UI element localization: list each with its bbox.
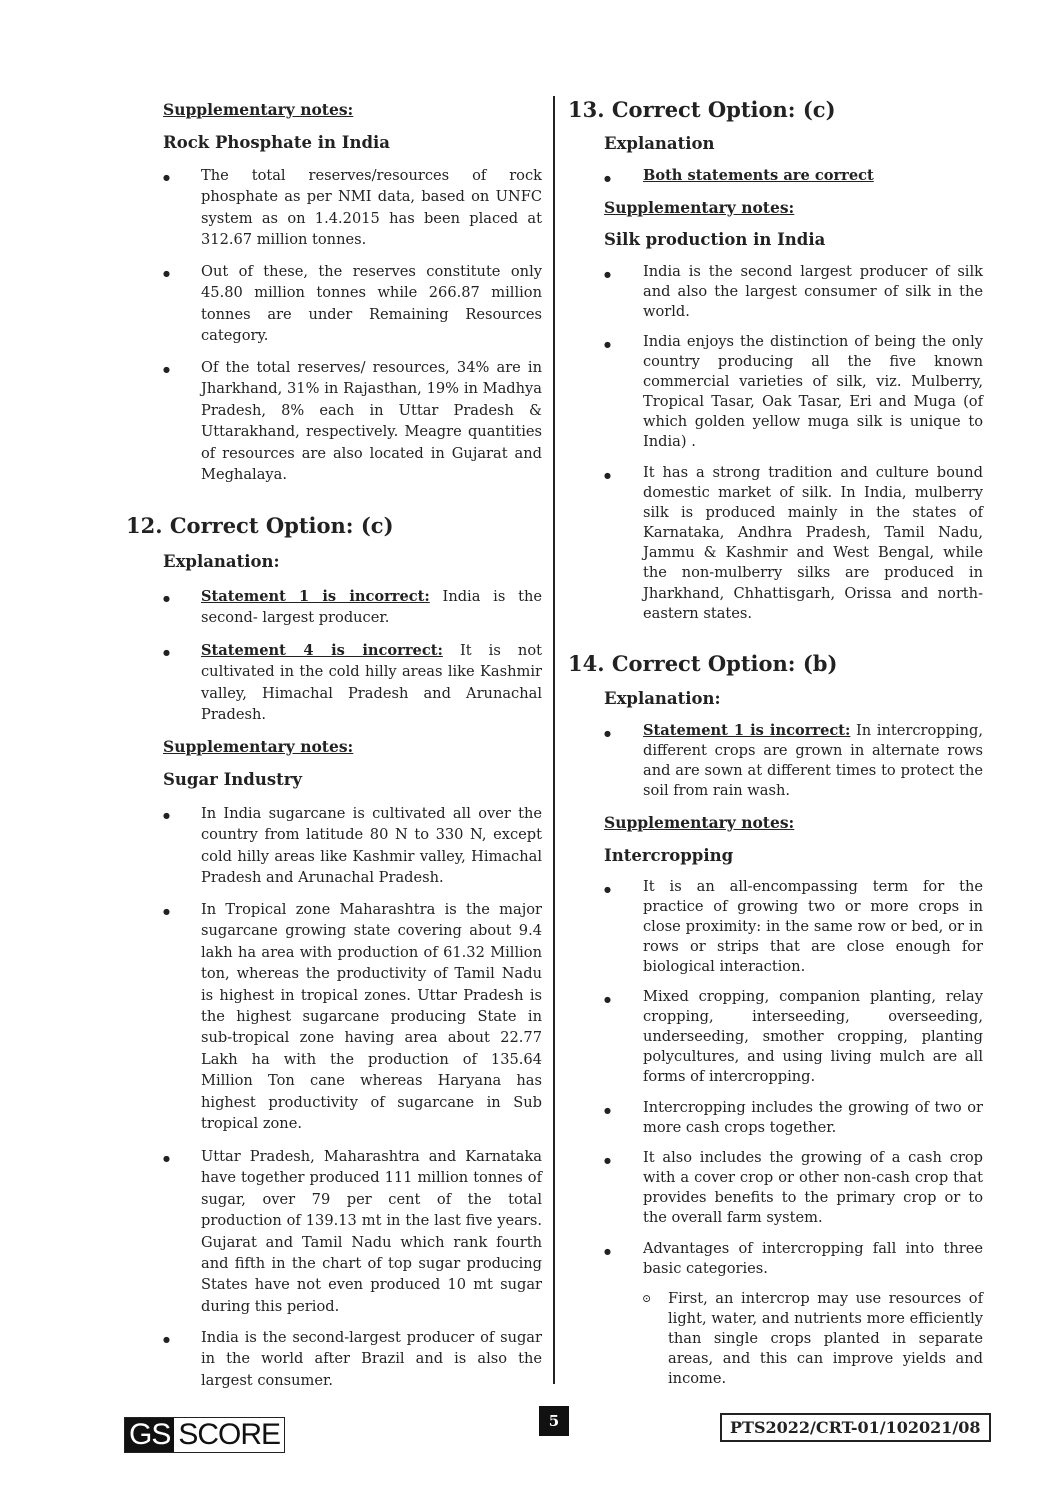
logo-score: SCORE <box>178 1418 281 1451</box>
bullet-body: It is not cultivated in the cold hilly areas like Kashmir valley, Himachal Pradesh and Arunachal Pradesh. <box>201 642 542 724</box>
bullet-icon: ● <box>163 907 170 916</box>
bullet-text <box>643 1239 983 1279</box>
question-heading: 13. Correct Option: (c) <box>568 97 836 122</box>
question-heading: 12. Correct Option: (c) <box>126 513 394 538</box>
bullet-body: In India sugarcane is cultivated all over the country from latitude 80 N to 330 N, except cold hilly areas like Kashmir valley, Himachal Pradesh and Arunachal Pradesh. <box>201 805 542 887</box>
bullet-lead: Statement 1 is incorrect: <box>643 722 851 739</box>
bullet-icon: ● <box>604 1156 611 1165</box>
bullet-body: Of the total reserves/ resources, 34% are in Jharkhand, 31% in Rajasthan, 19% in Madhya Pradesh, 8% each in Uttar Pradesh & Uttarakhand, respectively. Meagre quantities of resources are also located in Gujarat and Meghalaya. <box>201 359 542 484</box>
bullet-text <box>201 586 542 629</box>
bullet-text <box>643 987 983 1087</box>
bullet-body: Uttar Pradesh, Maharashtra and Karnataka have together produced 111 million tonnes of sugar, over 79 per cent of the total production of 139.13 mt in the last five years. Gujarat and Tamil Nadu which rank fourth and fifth in the chart of top sugar producing States have not even produced 10 mt sugar during this period. <box>201 1148 542 1315</box>
bullet-body: India is the second- largest producer. <box>201 588 542 627</box>
bullet-icon: ● <box>163 594 170 603</box>
bullet-icon: ● <box>604 1247 611 1256</box>
bullet-body: Advantages of intercropping fall into three basic categories. <box>643 1240 983 1278</box>
bullet-text <box>643 721 983 801</box>
bullet-text <box>643 332 983 453</box>
bullet-icon: ● <box>163 365 170 374</box>
bullet-icon: ● <box>604 995 611 1004</box>
section-heading: Explanation: <box>604 689 721 708</box>
bullet-body: It is an all-encompassing term for the practice of growing two or more crops in close proximity: in the same row or bed, or in rows or strips that are close enough for biological interaction. <box>643 878 983 976</box>
section-heading: Rock Phosphate in India <box>163 133 390 152</box>
bullet-body: India is the second-largest producer of sugar in the world after Brazil and is also the largest consumer. <box>201 1329 542 1389</box>
bullet-icon: ● <box>163 811 170 820</box>
logo-gs: GS <box>125 1418 174 1452</box>
bullet-body: In intercropping, different crops are grown in alternate rows and are sown at different times to protect the soil from rain wash. <box>643 722 983 800</box>
subheading: Supplementary notes: <box>604 198 795 217</box>
paper-code: PTS2022/CRT-01/102021/08 <box>720 1413 991 1442</box>
bullet-body: First, an intercrop may use resources of light, water, and nutrients more efficiently than single crops planted in separate areas, and this can improve yields and income. <box>668 1290 983 1388</box>
question-heading: 14. Correct Option: (b) <box>568 651 838 676</box>
subheading: Supplementary notes: <box>163 100 354 119</box>
bullet-icon: ● <box>604 885 611 894</box>
bullet-icon: ● <box>604 340 611 349</box>
bullet-text <box>643 1098 983 1138</box>
circle-bullet-icon: ⊙ <box>642 1292 652 1305</box>
subheading: Supplementary notes: <box>163 737 354 756</box>
bullet-text <box>201 640 542 726</box>
bullet-text <box>643 463 983 624</box>
bullet-text <box>201 1146 542 1317</box>
bullet-body: It also includes the growing of a cash crop with a cover crop or other non-cash crop that provides benefits to the primary crop or to the overall farm system. <box>643 1149 983 1227</box>
bullet-text <box>201 1327 542 1391</box>
bullet-text <box>643 262 983 322</box>
bullet-icon: ● <box>163 173 170 182</box>
section-heading: Explanation: <box>163 552 280 571</box>
section-heading: Explanation <box>604 134 715 153</box>
bullet-lead: Statement 1 is incorrect: <box>201 588 430 605</box>
bullet-text <box>201 165 542 251</box>
column-divider <box>553 96 555 1384</box>
bullet-text <box>643 166 983 186</box>
bullet-icon: ● <box>163 1154 170 1163</box>
bullet-lead: Both statements are correct <box>643 167 874 184</box>
bullet-icon: ● <box>604 729 611 738</box>
section-heading: Intercropping <box>604 846 734 865</box>
bullet-body: India is the second largest producer of silk and also the largest consumer of silk in the world. <box>643 263 983 321</box>
bullet-icon: ● <box>604 174 611 183</box>
bullet-body: India enjoys the distinction of being the only country producing all the five known commercial varieties of silk, viz. Mulberry, Tropical Tasar, Oak Tasar, Eri and Muga (of which golden yellow muga silk is unique to India) . <box>643 333 983 451</box>
section-heading: Sugar Industry <box>163 770 303 789</box>
page-number: 5 <box>539 1406 569 1436</box>
bullet-body: Out of these, the reserves constitute only 45.80 million tonnes while 266.87 million tonnes are under Remaining Resources category. <box>201 263 542 345</box>
gs-score-logo <box>124 1417 285 1453</box>
bullet-icon: ● <box>604 471 611 480</box>
bullet-text <box>668 1289 983 1389</box>
bullet-text <box>201 803 542 889</box>
bullet-body: Intercropping includes the growing of two or more cash crops together. <box>643 1099 983 1137</box>
bullet-text <box>201 261 542 347</box>
bullet-icon: ● <box>604 270 611 279</box>
bullet-text <box>201 899 542 1134</box>
bullet-icon: ● <box>604 1106 611 1115</box>
bullet-body: In Tropical zone Maharashtra is the major sugarcane growing state covering about 9.4 lakh ha area with production of 61.32 Million ton, whereas the productivity of Tamil Nadu is highest in tropical zones. Uttar Pradesh is the highest sugarcane producing State in sub-tropical zone having area about 22.77 Lakh ha with the production of 135.64 Million Ton cane whereas Haryana has highest productivity of sugarcane in Sub tropical zone. <box>201 901 542 1133</box>
subheading: Supplementary notes: <box>604 813 795 832</box>
section-heading: Silk production in India <box>604 230 826 249</box>
bullet-lead: Statement 4 is incorrect: <box>201 642 443 659</box>
bullet-icon: ● <box>163 648 170 657</box>
bullet-body: It has a strong tradition and culture bound domestic market of silk. In India, mulberry silk is produced mainly in the states of Karnataka, Andhra Pradesh, Tamil Nadu, Jammu & Kashmir and West Bengal, while the non-mulberry silks are produced in Jharkhand, Chhattisgarh, Orissa and north-eastern states. <box>643 464 983 622</box>
bullet-text <box>643 1148 983 1228</box>
bullet-body: The total reserves/resources of rock phosphate as per NMI data, based on UNFC system as on 1.4.2015 has been placed at 312.67 million tonnes. <box>201 167 542 249</box>
bullet-text <box>643 877 983 977</box>
bullet-icon: ● <box>163 269 170 278</box>
bullet-body: Mixed cropping, companion planting, relay cropping, interseeding, overseeding, underseeding, smother cropping, planting polycultures, and using living mulch are all forms of intercropping. <box>643 988 983 1086</box>
bullet-icon: ● <box>163 1335 170 1344</box>
bullet-text <box>201 357 542 485</box>
